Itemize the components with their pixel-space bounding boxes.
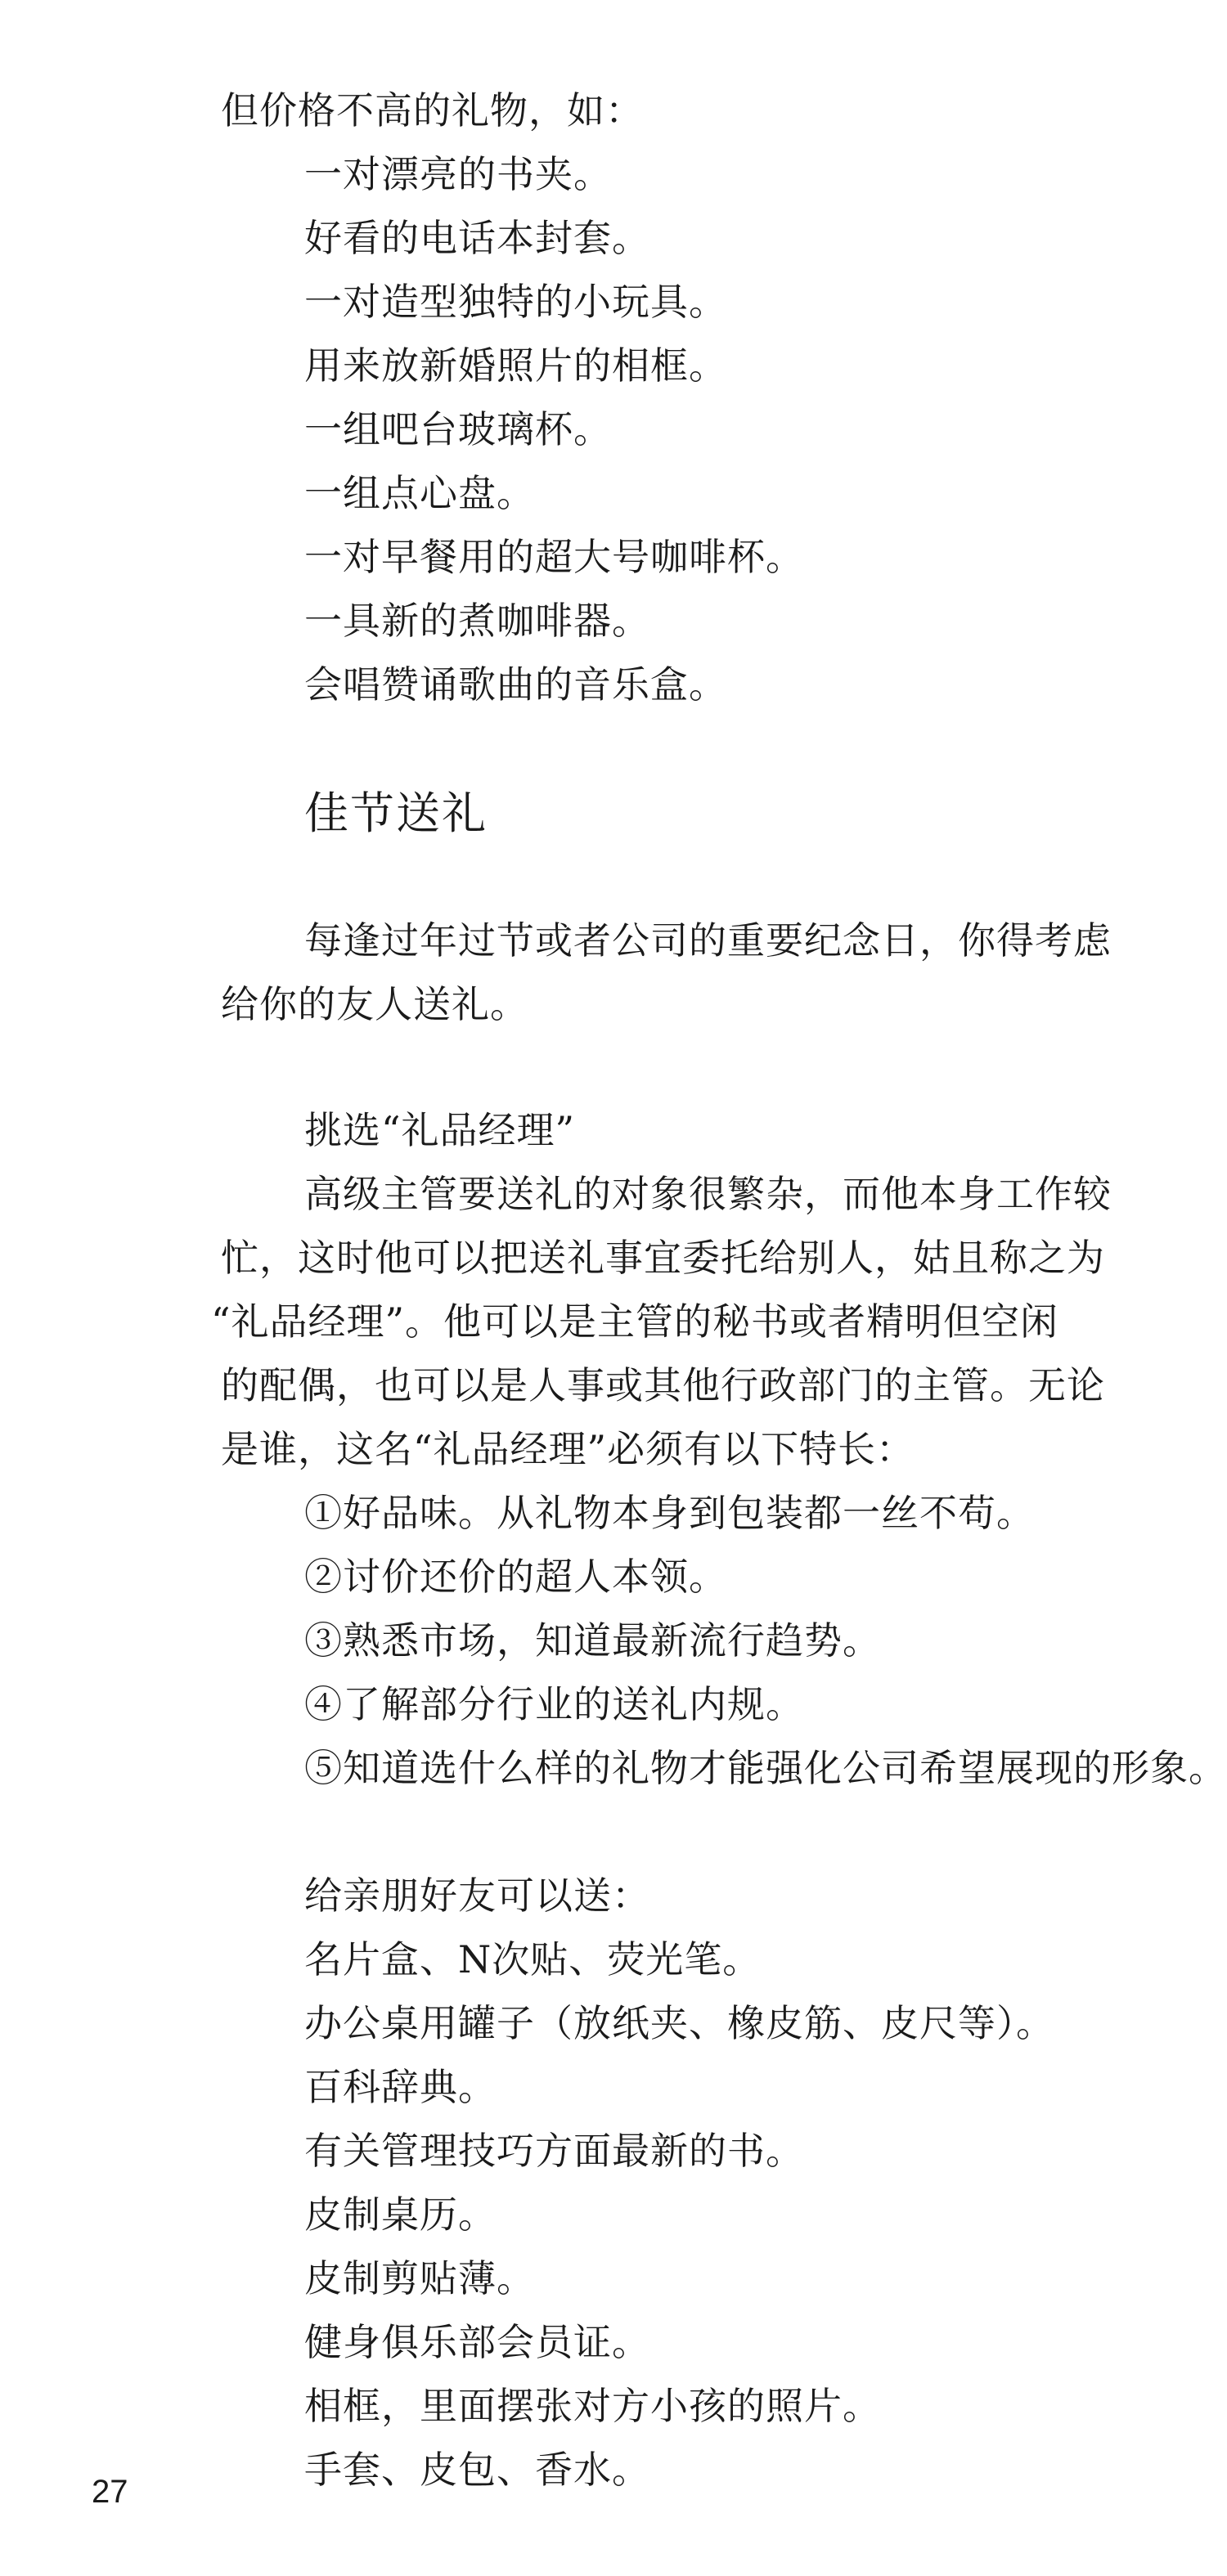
wedding-gift-item: 用来放新婚照片的相框。 [304,343,727,388]
wedding-gift-item: 一组吧台玻璃杯。 [304,407,612,451]
wedding-gift-item: 一组点心盘。 [304,471,535,515]
section-heading: 佳节送礼 [304,788,488,839]
friend-gift-item: 百科辞典。 [304,2065,497,2109]
skill-item: ②讨价还价的超人本领。 [304,1555,727,1599]
wedding-gift-item: 一对造型独特的小玩具。 [304,280,727,324]
paragraph-line: 高级主管要送礼的对象很繁杂，而他本身工作较 [304,1172,1112,1216]
paragraph-line: “礼品经理”。他可以是主管的秘书或者精明但空闲 [211,1299,1059,1344]
paragraph-line: 给你的友人送礼。 [221,982,528,1026]
paragraph-line: 的配偶，也可以是人事或其他行政部门的主管。无论 [221,1363,1105,1407]
friend-gift-item: 办公桌用罐子（放纸夹、橡皮筋、皮尺等）。 [304,2001,1054,2045]
wedding-gift-item: 一对漂亮的书夹。 [304,152,612,196]
paragraph-line: 每逢过年过节或者公司的重要纪念日，你得考虑 [304,918,1112,963]
skill-item: ③熟悉市场，知道最新流行趋势。 [304,1618,881,1663]
friend-gift-item: 相框，里面摆张对方小孩的照片。 [304,2384,881,2428]
wedding-gift-item: 会唱赞诵歌曲的音乐盒。 [304,662,727,707]
subheading: 挑选“礼品经理” [304,1108,576,1152]
paragraph-line: 忙，这时他可以把送礼事宜委托给别人，姑且称之为 [221,1236,1105,1280]
paragraph-line: 是谁，这名“礼品经理”必须有以下特长： [221,1427,915,1471]
skill-item: ⑤知道选什么样的礼物才能强化公司希望展现的形象。 [304,1746,1227,1790]
friend-gift-item: 手套、皮包、香水。 [304,2448,650,2492]
friend-gift-item: 皮制剪贴薄。 [304,2256,535,2300]
wedding-gift-item: 一对早餐用的超大号咖啡杯。 [304,535,804,579]
friend-gift-item: 健身俱乐部会员证。 [304,2320,650,2364]
intro-line: 但价格不高的礼物，如： [221,88,644,132]
wedding-gift-item: 好看的电话本封套。 [304,216,650,260]
friend-gift-item: 皮制桌历。 [304,2192,497,2237]
subheading: 给亲朋好友可以送： [304,1874,650,1918]
skill-item: ④了解部分行业的送礼内规。 [304,1682,804,1726]
friend-gift-item: 名片盒、N次贴、荧光笔。 [304,1937,762,1981]
skill-item: ①好品味。从礼物本身到包装都一丝不苟。 [304,1491,1035,1535]
wedding-gift-item: 一具新的煮咖啡器。 [304,599,650,643]
page-number: 27 [92,2474,128,2510]
friend-gift-item: 有关管理技巧方面最新的书。 [304,2129,804,2173]
